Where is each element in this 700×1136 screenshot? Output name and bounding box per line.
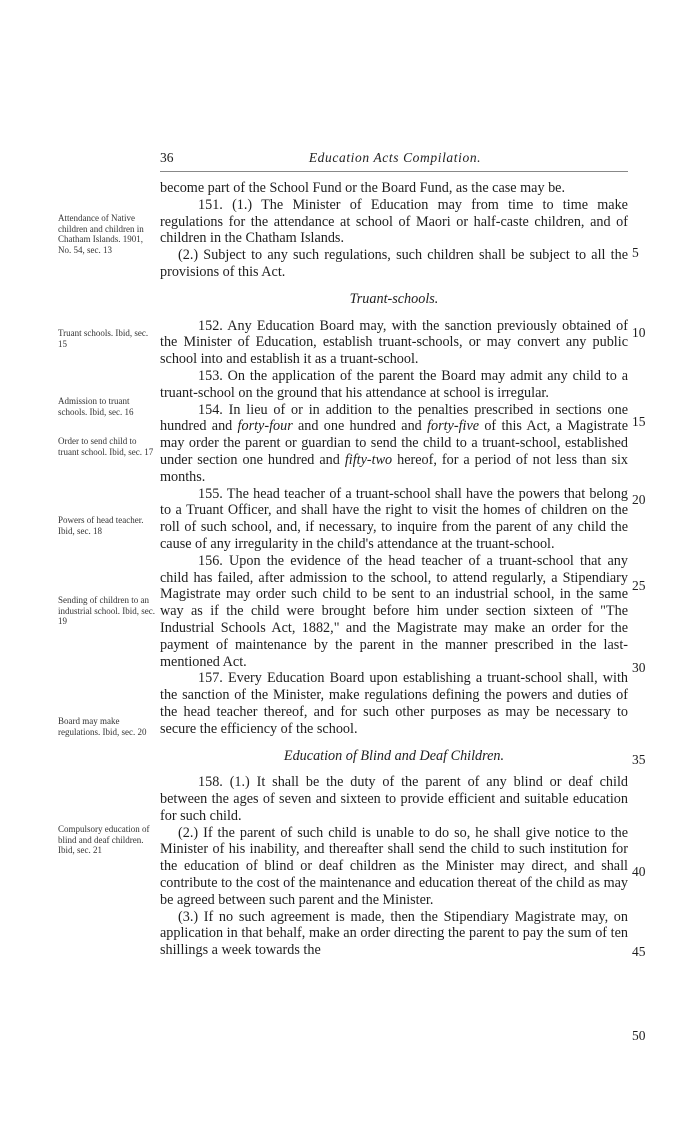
paragraph: become part of the School Fund or the Board Fund, as the case may be. xyxy=(160,180,566,196)
line-number: 40 xyxy=(632,864,646,879)
section-158-3: (3.) If no such agreement is made, then the Stipendiary Magistrate may, on application in that behalf, make an order directing the parent to pay the sum of ten shillings a week towards the xyxy=(160,908,628,959)
section-153: 153. On the application of the parent the Board may admit any child to a truant-school on the ground that his attendance at school is irregular. xyxy=(160,367,628,401)
section-151-2: (2.) Subject to any such regulations, such children shall be subject to all the provisions of this Act. xyxy=(160,247,628,280)
line-number: 45 xyxy=(632,944,646,959)
line-number: 50 xyxy=(632,1028,646,1043)
heading-blind-deaf: Education of Blind and Deaf Children. xyxy=(283,747,505,764)
line-number: 35 xyxy=(632,752,646,767)
header-rule xyxy=(160,171,628,172)
section-158-2: (2.) If the parent of such child is unable to do so, he shall give notice to the Minister of his inability, and thereafter shall send the child to such institution for the education of blind or deaf children as the Minister may direct, and shall contribute to the cost of the maintenance and education thereat of the child as may be agreed between such parent and the Minister. xyxy=(160,824,628,908)
section-156: 156. Upon the evidence of the head teacher of a truant-school that any child has failed, after admission to the school, to attend regularly, a Stipendiary Magistrate may order such child to be sent to an industrial school, in the same way as if the child were brought before him under section sixteen of "The Industrial Schools Act, 1882," and the Magistrate may make an order for the payment of maintenance by the parent in the manner prescribed in the last-mentioned Act. xyxy=(160,552,628,670)
margin-note: Attendance of Native children and children in Chatham Islands. 1901, No. 54, sec. 13 xyxy=(58,213,144,255)
margin-note: Order to send child to truant school. Ibid, sec. 17 xyxy=(58,436,154,457)
line-number: 25 xyxy=(632,578,646,593)
section-158-1: 158. (1.) It shall be the duty of the parent of any blind or deaf child between the ages of seven and sixteen to provide efficient and suitable education for such child. xyxy=(160,774,628,824)
margin-note: Admission to truant schools. Ibid, sec. 16 xyxy=(58,396,134,417)
page-number: 36 xyxy=(160,150,174,165)
section-152: 152. Any Education Board may, with the sanction previously obtained of the Minister of Education, establish truant-schools, or may convert any public school into and establish it as a truant-school. xyxy=(160,317,628,368)
margin-note: Truant schools. Ibid, sec. 15 xyxy=(58,328,149,349)
margin-note: Sending of children to an industrial school. Ibid, sec. 19 xyxy=(58,595,155,627)
margin-note: Powers of head teacher. Ibid, sec. 18 xyxy=(58,515,144,536)
line-number: 30 xyxy=(632,660,646,675)
section-157: 157. Every Education Board upon establishing a truant-school shall, with the sanction of the Minister, make regulations defining the powers and duties of the head teacher thereof, and for such other purposes as may be necessary to secure the efficiency of the school. xyxy=(160,670,628,737)
page-header xyxy=(160,150,630,170)
section-151-1: 151. (1.) The Minister of Education may from time to time make regulations for the attendance at school of Maori or half-caste children, and of children in the Chatham Islands. xyxy=(160,196,628,247)
line-number: 5 xyxy=(632,245,639,260)
line-number: 10 xyxy=(632,325,646,340)
body-text xyxy=(160,180,628,959)
section-155: 155. The head teacher of a truant-school shall have the powers that belong to a Truant Officer, and shall have the right to visit the homes of children on the roll of such school, and, if necessary, to inquire from the parent of any child the cause of any irregularity in the child's attendance at the truant-school. xyxy=(160,485,628,552)
heading-truant-schools: Truant-schools. xyxy=(349,290,439,307)
line-number: 15 xyxy=(632,414,646,429)
line-number: 20 xyxy=(632,492,646,507)
margin-note: Compulsory education of blind and deaf children. Ibid, sec. 21 xyxy=(58,824,150,856)
section-154: 154. In lieu of or in addition to the penalties prescribed in sections one hundred and forty-four and one hundred and forty-five of this Act, a Magistrate may order the parent or guardian to send the child to a truant-school, established under section one hundred and fifty-two hereof, for a period of not less than six months. xyxy=(160,401,629,485)
margin-note: Board may make regulations. Ibid, sec. 20 xyxy=(58,716,147,737)
running-title: Education Acts Compilation. xyxy=(308,150,482,165)
